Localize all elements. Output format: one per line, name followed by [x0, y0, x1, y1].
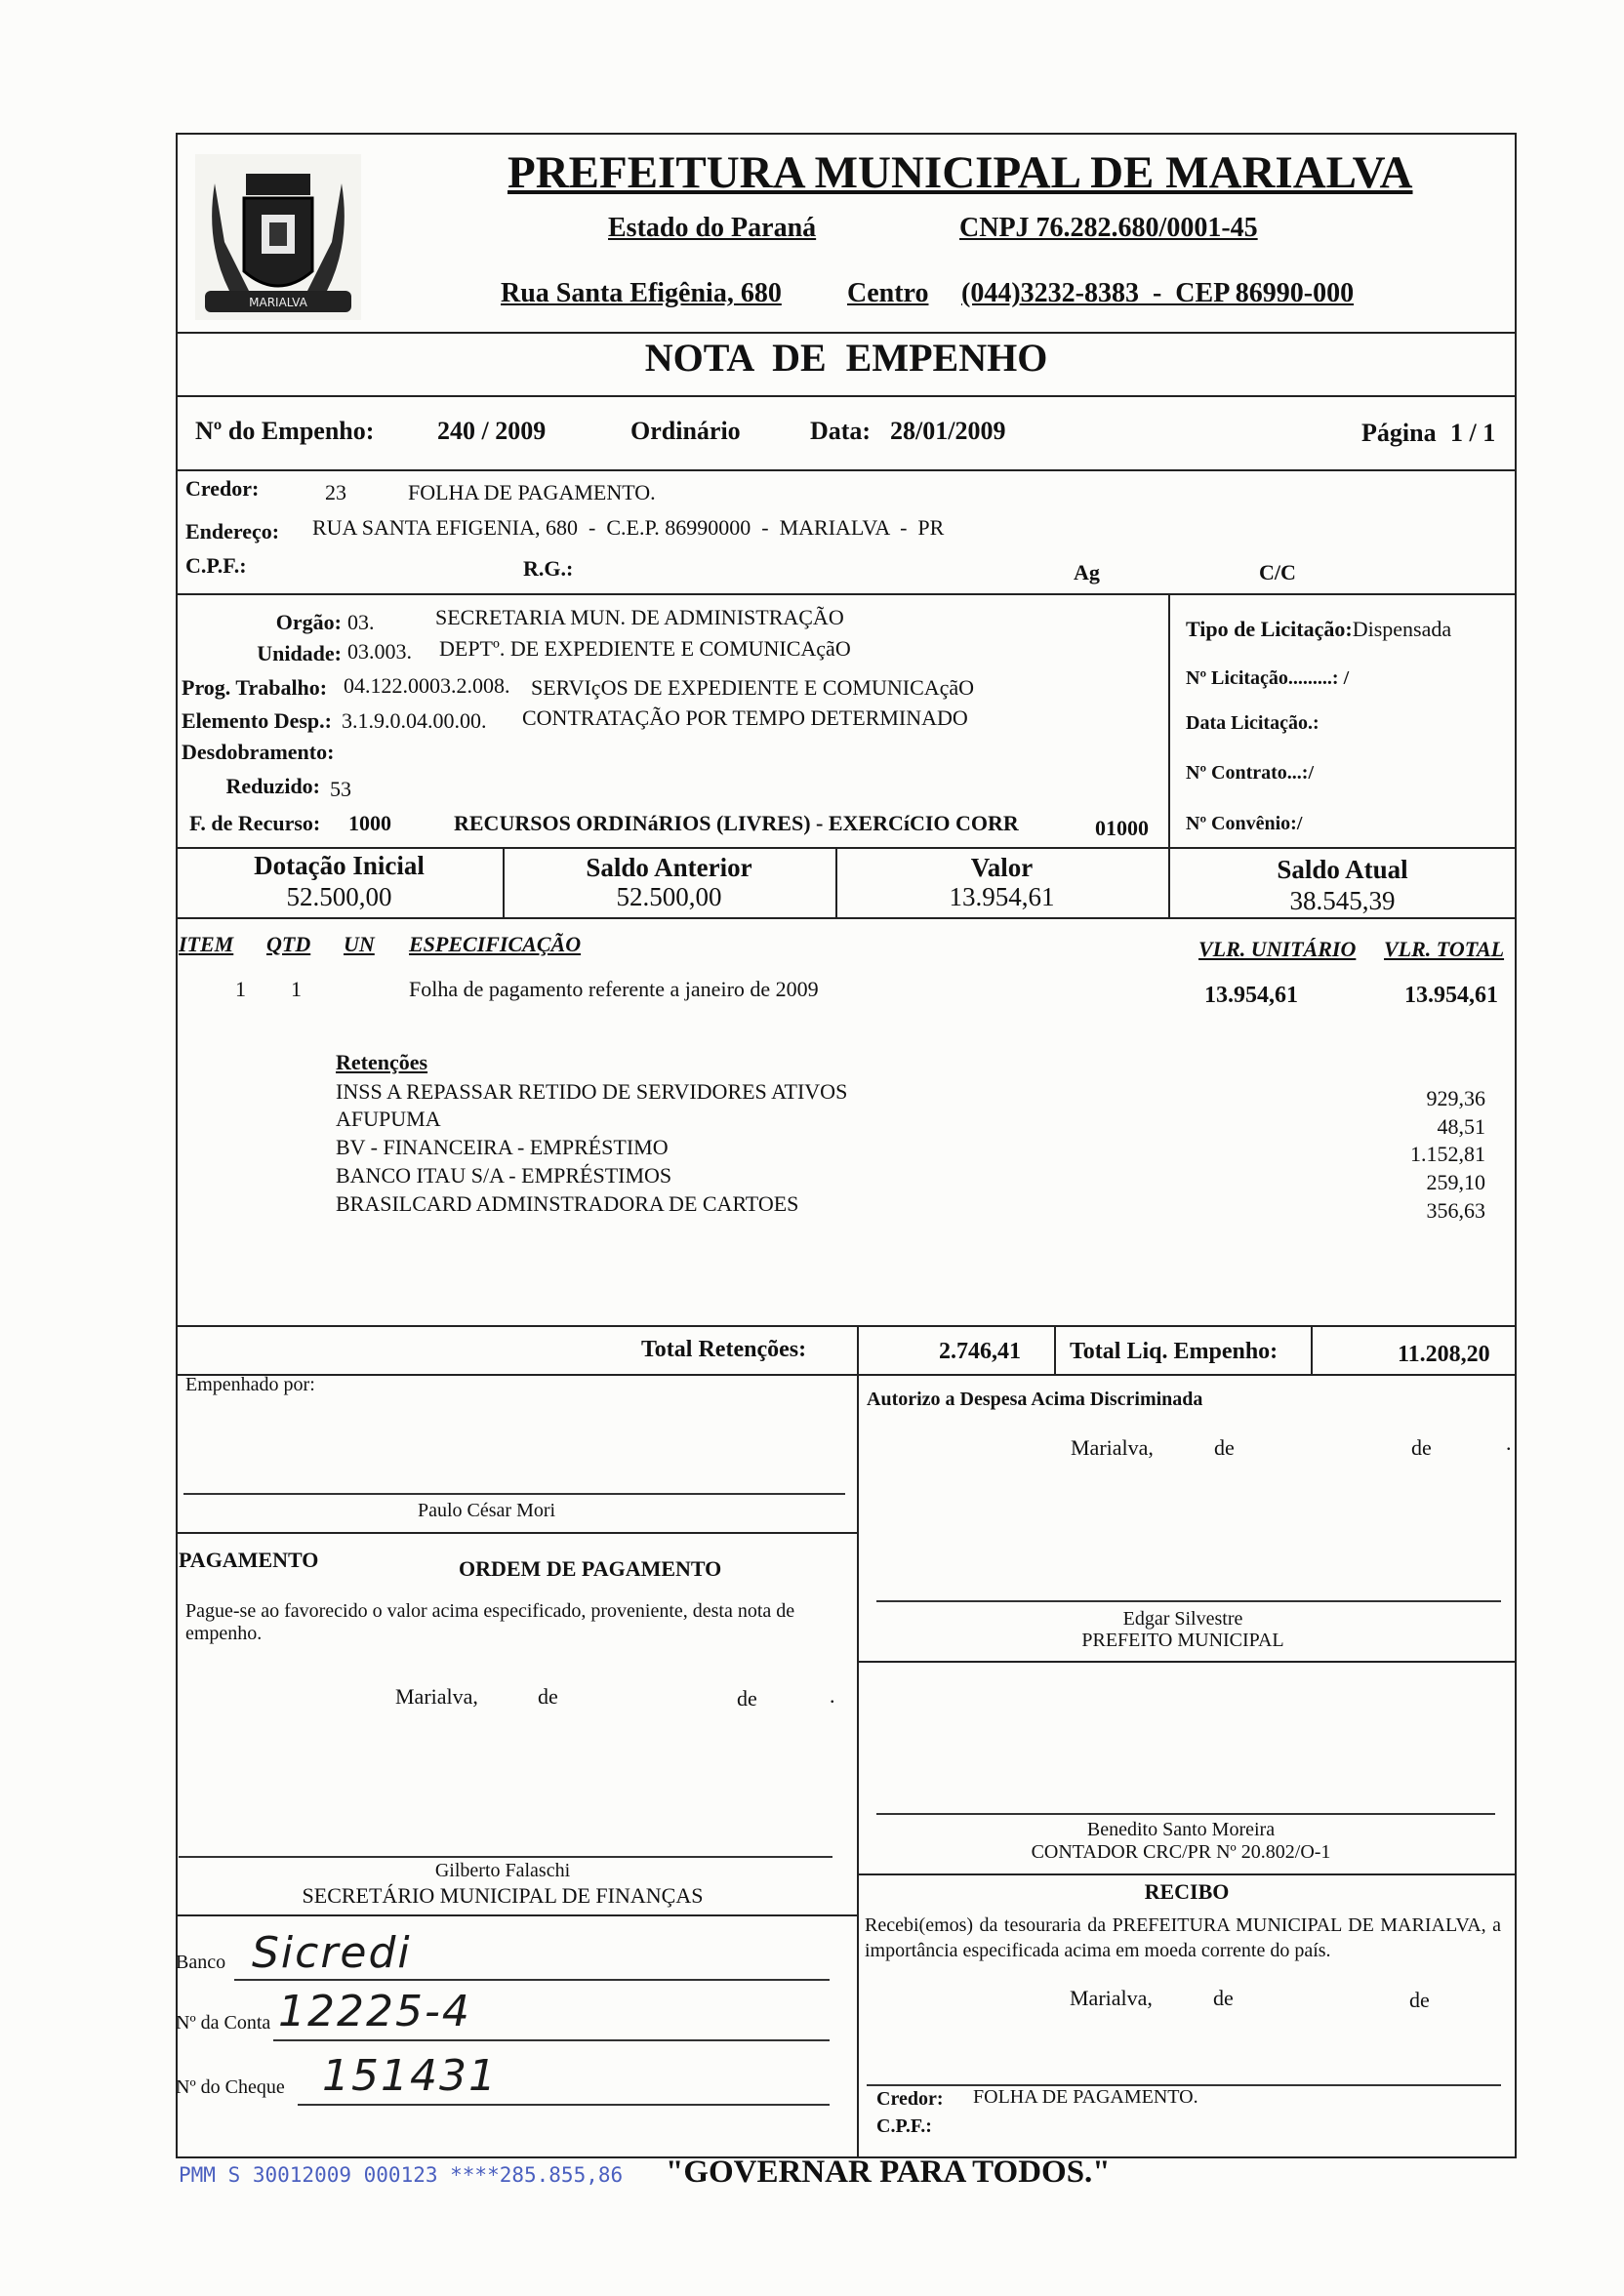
empenho-date: 28/01/2009	[890, 417, 1006, 445]
dotacao-inicial-value: 52.500,00	[286, 882, 392, 911]
autorizo-de1: de	[1214, 1435, 1235, 1460]
col-un: UN	[344, 932, 375, 956]
contador-name: Benedito Santo Moreira	[1086, 1819, 1276, 1840]
reduzido-label: Reduzido:	[225, 774, 320, 798]
saldo-atual-value: 38.545,39	[1289, 886, 1396, 915]
ordem-pagamento-label: ORDEM DE PAGAMENTO	[459, 1556, 722, 1581]
secretario-name: Gilberto Falaschi	[434, 1860, 571, 1881]
recibo-de2: de	[1409, 1988, 1430, 2012]
retencao-desc: INSS A REPASSAR RETIDO DE SERVIDORES ATIVOS	[336, 1079, 848, 1104]
header-title: PREFEITURA MUNICIPAL DE MARIALVA	[508, 147, 1413, 198]
coat-of-arms	[185, 144, 371, 330]
pague-se-text: Pague-se ao favorecido o valor acima especificado, proveniente, desta nota de empenho.	[185, 1600, 795, 1644]
retencoes-title: Retenções	[336, 1050, 428, 1074]
saldo-anterior-label: Saldo Anterior	[586, 853, 752, 882]
recibo-text: Recebi(emos) da tesouraria da PREFEITURA MUNICIPAL DE MARIALVA, a importância especificada acima em moeda corrente do país.	[865, 1914, 1501, 1961]
retencao-value: 48,51	[1437, 1114, 1485, 1139]
saldo-atual-label: Saldo Atual	[1277, 855, 1408, 884]
total-retencoes-label: Total Retenções:	[641, 1337, 807, 1362]
empenho-type: Ordinário	[630, 417, 741, 445]
endereco-label: Endereço:	[185, 519, 280, 544]
orgao-name: SECRETARIA MUN. DE ADMINISTRAÇÃO	[435, 605, 844, 629]
doc-title: NOTA DE EMPENHO	[644, 336, 1048, 380]
licitacao-number: Nº Licitação.........: /	[1186, 667, 1350, 689]
col-espec: ESPECIFICAÇÃO	[409, 932, 582, 956]
unidade-label: Unidade:	[257, 641, 342, 665]
item-espec: Folha de pagamento referente a janeiro de 2009	[409, 977, 819, 1001]
banco-label: Banco	[176, 1952, 226, 1973]
convenio-number: Nº Convênio:/	[1186, 813, 1303, 834]
col-qtd: QTD	[266, 932, 311, 956]
rg-label: R.G.:	[523, 556, 574, 581]
orgao-code: 03.	[347, 610, 375, 634]
footer-slogan: "GOVERNAR PARA TODOS."	[666, 2155, 1111, 2190]
recibo-cpf-label: C.P.F.:	[876, 2115, 932, 2137]
empenho-number: 240 / 2009	[437, 417, 547, 445]
desdobramento-label: Desdobramento:	[182, 740, 335, 764]
retencao-value: 259,10	[1426, 1170, 1485, 1194]
prog-code: 04.122.0003.2.008.	[344, 673, 510, 698]
retencao-value: 356,63	[1426, 1198, 1485, 1223]
saldo-anterior-value: 52.500,00	[616, 882, 722, 911]
reduzido-value: 53	[330, 777, 351, 801]
cheque-handwritten: 151431	[322, 2051, 498, 2101]
recibo-city: Marialva,	[1070, 1986, 1153, 2010]
elemento-code: 3.1.9.0.04.00.00.	[342, 708, 487, 733]
item-vlr-total: 13.954,61	[1404, 983, 1498, 1008]
retencao-desc: AFUPUMA	[336, 1107, 441, 1131]
recibo-title: RECIBO	[1144, 1879, 1230, 1904]
total-liq-value: 11.208,20	[1398, 1342, 1490, 1367]
recibo-de1: de	[1213, 1986, 1234, 2010]
header-cnpj: CNPJ 76.282.680/0001-45	[959, 213, 1258, 243]
item-qtd: 1	[291, 977, 302, 1001]
licitacao-date: Data Licitação.:	[1186, 712, 1320, 734]
retencao-value: 1.152,81	[1410, 1142, 1485, 1166]
recurso-name: RECURSOS ORDINáRIOS (LIVRES) - EXERCíCIO CORR	[454, 811, 1019, 835]
elemento-name: CONTRATAÇÃO POR TEMPO DETERMINADO	[522, 705, 968, 730]
pagamento-de1: de	[538, 1684, 558, 1709]
licitacao-tipo	[1186, 617, 1451, 642]
retencao-desc: BV - FINANCEIRA - EMPRÉSTIMO	[336, 1135, 669, 1159]
header-state: Estado do Paraná	[608, 213, 817, 243]
col-item: ITEM	[179, 932, 234, 956]
valor-label: Valor	[970, 853, 1034, 882]
header-phone-cep: (044)3232-8383 - CEP 86990-000	[961, 278, 1355, 308]
contador-cargo: CONTADOR CRC/PR Nº 20.802/O-1	[1031, 1841, 1331, 1863]
orgao-label: Orgão:	[275, 610, 342, 634]
cc-label: C/C	[1259, 560, 1296, 584]
endereco-value: RUA SANTA EFIGENIA, 680 - C.E.P. 86990000 - MARIALVA - PR	[312, 515, 945, 540]
recibo-credor-name: FOLHA DE PAGAMENTO.	[973, 2086, 1198, 2108]
credor-name: FOLHA DE PAGAMENTO.	[408, 480, 656, 504]
banco-handwritten: Sicredi	[252, 1928, 412, 1978]
empenho-date-label: Data:	[810, 417, 872, 445]
cpf-label: C.P.F.:	[185, 553, 247, 578]
recurso-number: 01000	[1095, 816, 1149, 840]
pagamento-city: Marialva,	[395, 1684, 478, 1709]
empenhado-por-name: Paulo César Mori	[418, 1500, 556, 1521]
dotacao-inicial-label: Dotação Inicial	[254, 851, 425, 880]
empenho-number-label: Nº do Empenho:	[195, 417, 375, 445]
total-retencoes-value: 2.746,41	[939, 1339, 1021, 1364]
conta-handwritten: 12225-4	[278, 1987, 471, 2036]
pagamento-dot: .	[830, 1683, 835, 1708]
valor-value: 13.954,61	[949, 882, 1055, 911]
col-vlr-total: VLR. TOTAL	[1384, 937, 1505, 961]
unidade-name: DEPTº. DE EXPEDIENTE E COMUNICAçãO	[439, 636, 851, 661]
svg-text:MARIALVA: MARIALVA	[249, 296, 307, 309]
total-liq-label: Total Liq. Empenho:	[1070, 1339, 1279, 1364]
col-vlr-unit: VLR. UNITÁRIO	[1198, 937, 1357, 961]
machine-authentication: PMM S 30012009 000123 ****285.855,86	[179, 2163, 624, 2187]
contrato-number: Nº Contrato...:/	[1186, 762, 1315, 784]
prog-label: Prog. Trabalho:	[182, 675, 328, 700]
prog-name: SERVIçOS DE EXPEDIENTE E COMUNICAçãO	[531, 675, 975, 700]
page-number: 1 / 1	[1450, 419, 1496, 447]
autorizo-dot: .	[1506, 1430, 1512, 1455]
coat-of-arms-icon	[185, 144, 371, 330]
prefeito-cargo: PREFEITO MUNICIPAL	[1081, 1630, 1284, 1651]
licitacao-tipo-value: Dispensada	[1352, 617, 1452, 641]
ag-label: Ag	[1074, 560, 1100, 584]
pagamento-label: PAGAMENTO	[179, 1548, 319, 1572]
header-district: Centro	[847, 278, 929, 308]
autorizo-city: Marialva,	[1071, 1435, 1154, 1460]
header-address: Rua Santa Efigênia, 680	[501, 278, 782, 308]
item-number: 1	[235, 977, 246, 1001]
retencao-desc: BRASILCARD ADMINSTRADORA DE CARTOES	[336, 1191, 799, 1216]
prefeito-name: Edgar Silvestre	[1122, 1608, 1243, 1630]
retencao-desc: BANCO ITAU S/A - EMPRÉSTIMOS	[336, 1163, 672, 1188]
item-vlr-unit: 13.954,61	[1204, 983, 1298, 1008]
cheque-label: Nº do Cheque	[176, 2076, 285, 2098]
conta-label: Nº da Conta	[176, 2012, 271, 2034]
empenhado-por-label: Empenhado por:	[185, 1374, 315, 1395]
licitacao-tipo-label: Tipo de Licitação:	[1186, 617, 1353, 641]
retencao-value: 929,36	[1426, 1086, 1485, 1110]
recibo-credor-label: Credor:	[876, 2088, 944, 2110]
autorizo-de2: de	[1411, 1435, 1432, 1460]
recurso-label: F. de Recurso:	[189, 811, 321, 835]
secretario-cargo: SECRETÁRIO MUNICIPAL DE FINANÇAS	[302, 1883, 704, 1908]
page-label: Página	[1361, 419, 1437, 447]
recurso-code: 1000	[348, 811, 391, 835]
pagamento-de2: de	[737, 1686, 757, 1711]
autorizo-label: Autorizo a Despesa Acima Discriminada	[867, 1389, 1203, 1410]
elemento-label: Elemento Desp.:	[182, 708, 332, 733]
credor-code: 23	[325, 480, 346, 504]
credor-label: Credor:	[185, 476, 260, 501]
unidade-code: 03.003.	[347, 639, 412, 664]
